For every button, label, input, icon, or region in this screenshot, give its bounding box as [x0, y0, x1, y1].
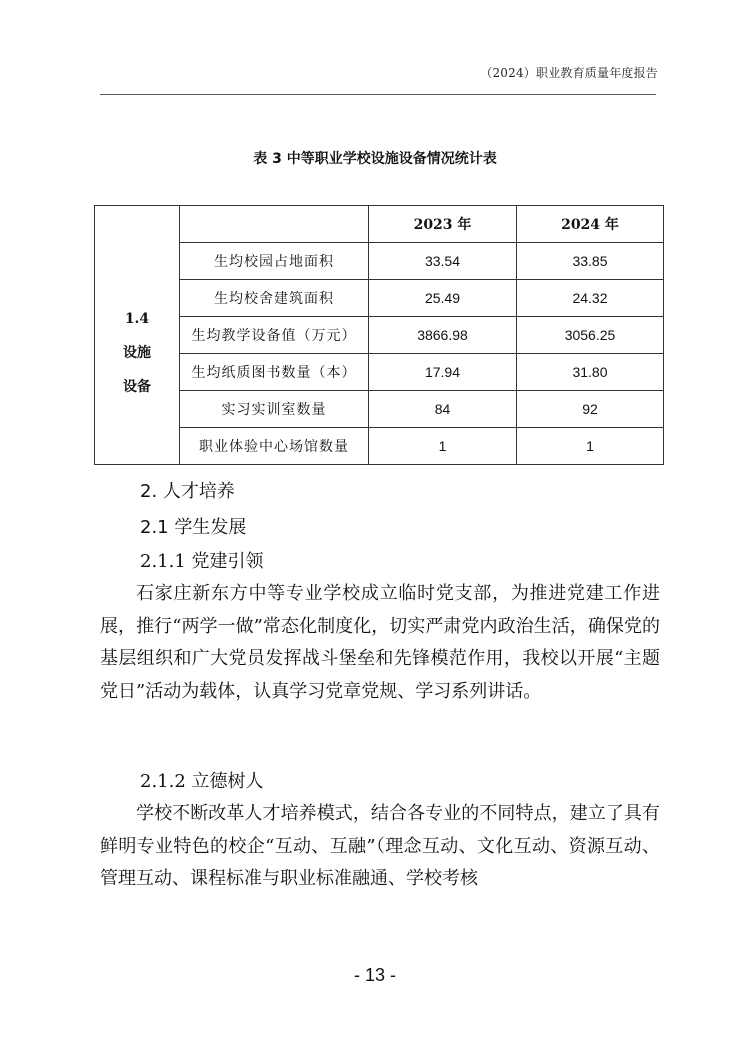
table-row [95, 428, 664, 465]
table-header-row [95, 206, 664, 243]
value-2024: 24.32 [517, 280, 664, 317]
value-2024: 33.85 [517, 243, 664, 280]
row-label: 职业体验中心场馆数量 [180, 428, 369, 465]
table-row [95, 243, 664, 280]
report-header-title: （2024）职业教育质量年度报告 [480, 66, 658, 80]
section-heading-2-1-1: 2.1.1 党建引领 [140, 551, 264, 572]
value-2024: 31.80 [517, 354, 664, 391]
category-name-line1: 设施 [123, 345, 151, 361]
row-label: 生均教学设备值（万元） [180, 317, 369, 354]
row-label: 实习实训室数量 [180, 391, 369, 428]
table-caption: 表 3 中等职业学校设施设备情况统计表 [253, 151, 497, 167]
row-label: 生均纸质图书数量（本） [180, 354, 369, 391]
value-2024: 92 [517, 391, 664, 428]
table-row [95, 354, 664, 391]
value-2023: 3866.98 [369, 317, 517, 354]
page-number: - 13 - [353, 965, 396, 985]
table-row [95, 317, 664, 354]
header-empty-cell [180, 206, 369, 243]
paragraph-moral-education: 学校不断改革人才培养模式，结合各专业的不同特点，建立了具有鲜明专业特色的校企“互动、互融”（理念互动、文化互动、资源互动、管理互动、课程标准与职业标准融通、学校考核 [100, 803, 660, 889]
table-row [95, 391, 664, 428]
value-2023: 25.49 [369, 280, 517, 317]
category-name-line2: 设备 [123, 379, 151, 395]
row-label: 生均校舍建筑面积 [180, 280, 369, 317]
year-header-2024: 2024 年 [517, 206, 664, 243]
paragraph-party-building: 石家庄新东方中等专业学校成立临时党支部，为推进党建工作进展，推行“两学一做”常态化制度化，切实严肃党内政治生活，确保党的基层组织和广大党员发挥战斗堡垒和先锋模范作用，我校以开展“主题党日”活动为载体，认真学习党章党规、学习系列讲话。 [100, 583, 660, 702]
value-2024: 3056.25 [517, 317, 664, 354]
value-2023: 33.54 [369, 243, 517, 280]
value-2023: 84 [369, 391, 517, 428]
section-heading-2-1-2: 2.1.2 立德树人 [140, 771, 264, 792]
category-cell [95, 206, 180, 465]
header-rule [100, 94, 656, 95]
section-heading-2-1: 2.1 学生发展 [140, 517, 247, 538]
value-2023: 1 [369, 428, 517, 465]
year-header-2023: 2023 年 [369, 206, 517, 243]
value-2023: 17.94 [369, 354, 517, 391]
table-row [95, 280, 664, 317]
category-code: 1.4 [124, 311, 150, 327]
section-heading-2: 2. 人才培养 [140, 481, 235, 502]
value-2024: 1 [517, 428, 664, 465]
facilities-table [94, 205, 664, 465]
row-label: 生均校园占地面积 [180, 243, 369, 280]
